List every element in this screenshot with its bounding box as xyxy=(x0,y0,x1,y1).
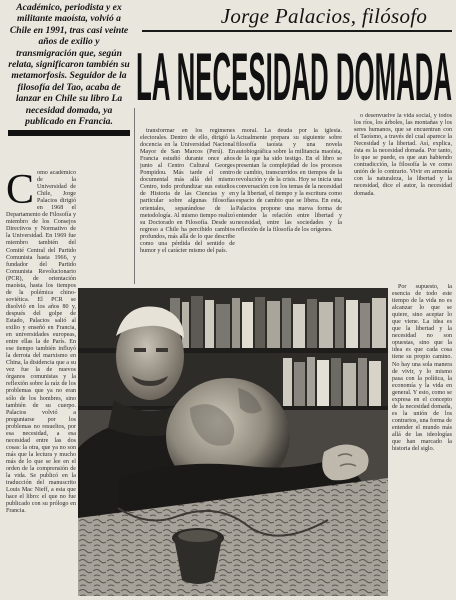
column-4-text: o desenvuelve la vida social, y todos los ríos, los árboles, las montañas y los seres humanos, que se encuentran con el Taoísmo, a través del cual aparece la Necesidad y la libertad. Así, explica, ésta es la necesidad domada. Por tanto, lo que se puede, es que aun habiendo contradicción, la filosofía la ve como unión de lo contrario. Vivir en armonía con la naturaleza, la libertad y la necesidad, dice el autor, la necesidad domada. xyxy=(354,113,452,197)
kicker-rule xyxy=(142,30,452,32)
kicker: Jorge Palacios, filósofo xyxy=(220,4,428,28)
headline xyxy=(136,34,454,110)
column-divider xyxy=(134,108,135,284)
column-3-text: moral. La deuda por la iglesia. Actualmente prepara su siguiente sobre filosofía taoísta y una novela autobiográfica sobre la militancia maoísta, de la que ha sido testigo. En el libro se presentan la complejidad de los procesos de cambio, transcurridos en tiempos de la revolución y de la crisis. Hoy se inicia una conversación con los temas de la necesidad y la libertad, el tiempo y la escritura como espacio de cambio que se libera. En esta, Palacios propone una nueva forma de entender la relación entre libertad y necesidad, entre las sociedades y la reflexión de la filosofía de los orígenes. xyxy=(236,128,342,233)
body-column-3 xyxy=(236,128,342,282)
body-column-1 xyxy=(6,170,76,594)
body-column-2 xyxy=(140,128,235,282)
headline-text: LA NECESIDAD DOMADA xyxy=(136,39,452,110)
column-1-text: omo académico de la Universidad de Chile, Jorge Palacios dirigió en 1968 el Departamento de Filosofía y miembro de los Consejos Directivos y Normativo de la Universidad. En 1969 fue miembro también del Comité Central del Partido Comunista hasta 1966, y fundador del Partido Comunista Revolucionario (PCR), de orientación maoísta, hasta los tiempos de la polémica chino-soviética. El PCR se disolvió en los años 80 y, después del golpe de Estado, Palacios salió al exilio y enseñó en Francia, en universidades europeas, entre ellas la de París. En ese tiempo también influyó la derrota del marxismo en China, la disidencia que a su vez fue la de nuevos órganos comunistas y la reflexión sobre la raíz de los problemas que ya no eran sólo de los hombres, sino también de su cuerpo. Palacios volvió a preguntarse por los problemas no resueltos, por esa necesidad, a esa necesidad entre las dos cosas: la otra, que ya no son más que la lectura y mucho más de lo que se lee en el orden de la comprensión de la vida. Se publicó en la traducción del manuscrito Louis Mac Nieff, a esta que hace el libro: el que no fue publicado con su prólogo en Francia. xyxy=(6,170,76,515)
intro-blurb: Académico, periodista y ex militante maoísta, volvió a Chile en 1991, tras casi veinte años de exilio y transmigración que, según relata, significaron también su metamorfosis. Seguidor de la filosofía del Tao, acaba de lanzar en Chile su libro La necesidad domada, ya publicado en Francia. xyxy=(8,2,130,128)
body-column-5 xyxy=(392,284,452,596)
drop-cap: C xyxy=(6,170,35,213)
column-5-text: Por supuesto, la esencia de todo este tiempo de la vida no es alcanzar lo que se quiere, sino aceptar lo que viene. La idea es que la libertad y la necesidad no son opuestas, sino que la idea es que cada cosa tiene su propio camino. No hay una sola manera de vivir, y lo mismo pasa con la política, la economía y la vida en general. Y esto, como se expresa en el concepto de la necesidad domada, es la unión de los contrarios, una forma de entender el mundo más allá de las ideologías que han marcado la historia del siglo. xyxy=(392,284,452,453)
portrait-photo xyxy=(78,288,388,596)
body-column-4 xyxy=(354,113,452,283)
column-2-text: transformar en los regímenes electorales. Dentro de ello, dirigió la docencia en la Universidad Nacional Mayor de San Marcos (Perú). En Francia estudió durante once años junto al Centro Cultural Georges Pompidou. Más tarde el centro documental más allá del mismo Centro, todo profundizar sus estudios de Historia de las Ciencias y en particular sobre algunas filosofías orientales, separándose de la metodología. Al mismo tiempo realizó su Doctorado en Filosofía. Desde su regreso a Chile ha percibido cambios profundos, más allá de lo que describe como una pérdida del sentido de humor y el carácter mismo del país. xyxy=(140,128,235,254)
intro-rule xyxy=(8,130,130,136)
